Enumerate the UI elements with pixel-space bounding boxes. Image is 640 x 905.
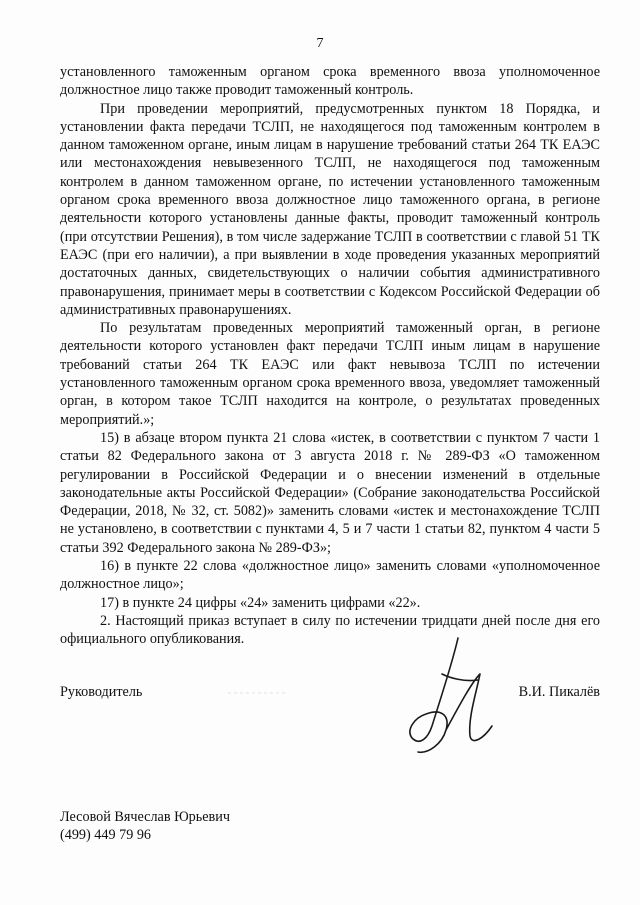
- amendment-item: 16) в пункте 22 слова «должностное лицо» заменить словами «уполномоченное должностное лицо»;: [60, 558, 600, 593]
- paragraph: 2. Настоящий приказ вступает в силу по истечении тридцати дней после дня его официального опубликования.: [60, 612, 600, 648]
- paragraph: По результатам проведенных мероприятий таможенный орган, в регионе деятельности которого установлен факт передачи ТСЛП иным лицам в нарушение требований статьи 264 ТК ЕАЭС или факт невывоза ТСЛП по истечении установленного таможенным органом срока временного ввоза, уведомляет таможенный орган, в котором такое ТСЛП находится на контроле, о результатах проведенных мероприятий.»;: [60, 320, 600, 428]
- signatory-role: Руководитель: [60, 684, 143, 700]
- executor-phone: (499) 449 79 96: [60, 827, 152, 843]
- handwritten-signature: [380, 634, 510, 764]
- paragraph: При проведении мероприятий, предусмотренных пунктом 18 Порядка, и установлении факта передачи ТСЛП, не находящегося под таможенным контролем в данном таможенном органе, иным лицам в нарушение требований статьи 264 ТК ЕАЭС или местонахождения невывезенного ТСЛП, не находящегося под таможенным контролем в данном таможенном органе, по истечении установленного таможенным органом срока временного ввоза должностное лицо таможенного органа, в регионе деятельности которого установлены данные факты, проводит таможенный контроль (при отсутствии Решения), в том числе задержание ТСЛП в соответствии с главой 51 ТК ЕАЭС (при его наличии), а при выявлении в ходе проведения указанных мероприятий достаточных данных, свидетельствующих о наличии события административного правонарушения, принимает меры в соответствии с Кодексом Российской Федерации об административных правонарушениях.: [60, 100, 600, 318]
- signatory-name: В.И. Пикалёв: [518, 684, 600, 700]
- electronic-signature-marker: [228, 688, 288, 698]
- document-body: [60, 63, 600, 649]
- amendment-item: 15) в абзаце втором пункта 21 слова «истек, в соответствии с пунктом 7 части 1 статьи 82 Федерального закона от 3 августа 2018 г. № 289-ФЗ «О таможенном регулировании в Российской Федерации и о внесении изменений в отдельные законодательные акты Российской Федерации» (Собрание законодательства Российской Федерации, 2018, № 32, ст. 5082)» заменить словами «истек и местонахождение ТСЛП не установлено, в соответствии с пунктами 4, 5 и 7 части 1 статьи 82, пунктом 4 части 5 статьи 392 Федерального закона № 289-ФЗ»;: [60, 429, 600, 556]
- executor-name: Лесовой Вячеслав Юрьевич: [60, 809, 230, 825]
- paragraph: установленного таможенным органом срока временного ввоза уполномоченное должностное лицо также проводит таможенный контроль.: [60, 64, 600, 99]
- page-number: 7: [316, 36, 324, 51]
- executor-block: [60, 808, 230, 844]
- amendment-item: 17) в пункте 24 цифры «24» заменить цифрами «22».: [100, 594, 421, 611]
